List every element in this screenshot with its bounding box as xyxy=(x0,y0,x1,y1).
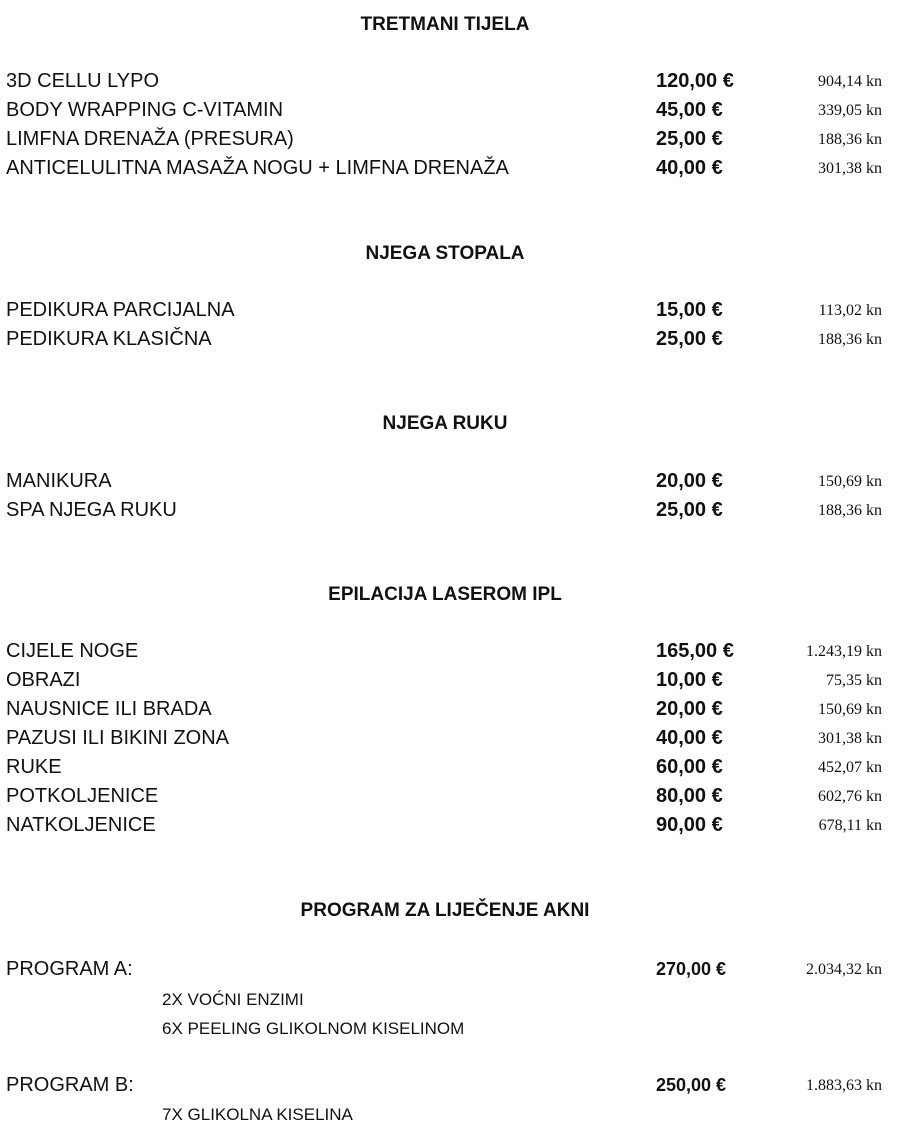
service-name: POTKOLJENICE xyxy=(6,785,159,807)
price-kn: 301,38 kn xyxy=(818,730,882,747)
price-kn: 1.243,19 kn xyxy=(806,643,882,660)
service-name: LIMFNA DRENAŽA (PRESURA) xyxy=(6,128,294,150)
service-name: PEDIKURA KLASIČNA xyxy=(6,328,212,350)
service-name: NATKOLJENICE xyxy=(6,814,156,836)
price-eur: 10,00 € xyxy=(656,669,723,691)
service-name: CIJELE NOGE xyxy=(6,640,139,662)
service-name: SPA NJEGA RUKU xyxy=(6,499,177,521)
price-eur: 25,00 € xyxy=(656,128,723,150)
service-name: PEDIKURA PARCIJALNA xyxy=(6,299,235,321)
price-eur: 270,00 € xyxy=(656,959,727,979)
section-title-njega-ruku: NJEGA RUKU xyxy=(382,413,508,434)
price-kn: 188,36 kn xyxy=(818,131,882,148)
price-eur: 80,00 € xyxy=(656,785,723,807)
price-row xyxy=(0,325,910,354)
price-eur: 25,00 € xyxy=(656,499,723,521)
price-row xyxy=(0,724,910,753)
service-name: NAUSNICE ILI BRADA xyxy=(6,698,212,720)
program-detail: 7X GLIKOLNA KISELINA xyxy=(162,1105,353,1124)
price-eur: 40,00 € xyxy=(656,157,723,179)
price-eur: 60,00 € xyxy=(656,756,723,778)
price-row xyxy=(0,96,910,125)
section-title-program-akni: PROGRAM ZA LIJEČENJE AKNI xyxy=(300,900,590,921)
price-kn: 188,36 kn xyxy=(818,331,882,348)
service-name: PAZUSI ILI BIKINI ZONA xyxy=(6,727,230,749)
program-name: PROGRAM A: xyxy=(6,958,133,980)
service-name: MANIKURA xyxy=(6,470,112,492)
program-row xyxy=(0,1071,910,1100)
section-title-epilacija: EPILACIJA LASEROM IPL xyxy=(328,584,562,605)
price-kn: 452,07 kn xyxy=(818,759,882,776)
price-row xyxy=(0,637,910,666)
price-row xyxy=(0,467,910,496)
program-name: PROGRAM B: xyxy=(6,1074,134,1096)
price-eur: 20,00 € xyxy=(656,470,723,492)
price-eur: 45,00 € xyxy=(656,99,723,121)
price-row xyxy=(0,753,910,782)
program-row xyxy=(0,955,910,984)
price-kn: 339,05 kn xyxy=(818,102,882,119)
price-kn: 602,76 kn xyxy=(818,788,882,805)
program-detail: 2X VOĆNI ENZIMI xyxy=(162,990,304,1009)
price-row xyxy=(0,296,910,325)
service-name: RUKE xyxy=(6,756,62,778)
price-row xyxy=(0,782,910,811)
price-row xyxy=(0,496,910,525)
service-name: ANTICELULITNA MASAŽA NOGU + LIMFNA DRENAŽA xyxy=(6,157,509,179)
section-title-njega-stopala: NJEGA STOPALA xyxy=(365,243,525,264)
service-name: BODY WRAPPING C-VITAMIN xyxy=(6,99,284,121)
price-eur: 165,00 € xyxy=(656,640,734,662)
price-kn: 301,38 kn xyxy=(818,160,882,177)
service-name: 3D CELLU LYPO xyxy=(6,70,160,92)
price-eur: 120,00 € xyxy=(656,70,734,92)
price-kn: 188,36 kn xyxy=(818,502,882,519)
section-title-tretmani-tijela: TRETMANI TIJELA xyxy=(360,14,530,35)
price-eur: 25,00 € xyxy=(656,328,723,350)
price-row xyxy=(0,695,910,724)
price-kn: 75,35 kn xyxy=(826,672,882,689)
service-name: OBRAZI xyxy=(6,669,81,691)
price-eur: 15,00 € xyxy=(656,299,723,321)
price-row xyxy=(0,811,910,840)
price-kn: 904,14 kn xyxy=(818,73,882,90)
price-row xyxy=(0,125,910,154)
price-row xyxy=(0,67,910,96)
price-eur: 90,00 € xyxy=(656,814,723,836)
price-row xyxy=(0,666,910,695)
price-kn: 1.883,63 kn xyxy=(806,1077,882,1094)
price-eur: 40,00 € xyxy=(656,727,723,749)
price-kn: 113,02 kn xyxy=(818,302,882,319)
price-kn: 150,69 kn xyxy=(818,701,882,718)
price-eur: 20,00 € xyxy=(656,698,723,720)
price-kn: 2.034,32 kn xyxy=(806,961,882,978)
price-eur: 250,00 € xyxy=(656,1075,727,1095)
price-row xyxy=(0,154,910,183)
price-kn: 150,69 kn xyxy=(818,473,882,490)
program-detail: 6X PEELING GLIKOLNOM KISELINOM xyxy=(162,1019,465,1038)
price-kn: 678,11 kn xyxy=(818,817,882,834)
